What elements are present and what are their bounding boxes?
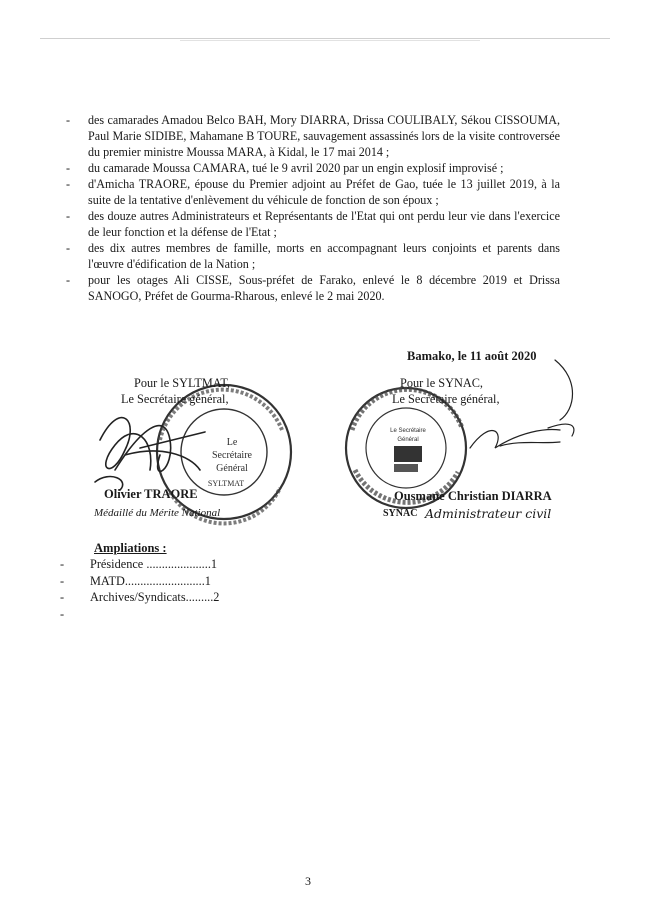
stamp-word: Le: [226, 437, 238, 448]
stamp-word: Secrétaire: [212, 450, 252, 461]
synac-org-label: SYNAC: [383, 508, 418, 519]
list-item: - Archives/Syndicats.........2: [60, 590, 220, 604]
ampliations-list: [60, 556, 219, 622]
ampliations-title: Ampliations :: [94, 541, 167, 555]
synac-signatory-title: Administrateur civil: [425, 506, 552, 521]
synac-line: Pour le SYNAC,: [400, 376, 484, 390]
list-item: - d'Amicha TRAORE, épouse du Premier adjoint au Préfet de Gao, tuée le 13 juillet 2019, à la suite de la tentative d'enlèvement du véhicule de fonction de son époux ;: [66, 177, 560, 207]
synac-role: Le Secrétaire général,: [392, 392, 500, 406]
list-item: -: [60, 606, 65, 621]
list-item: - du camarade Moussa CAMARA, tué le 9 avril 2020 par un engin explosif improvisé ;: [66, 161, 504, 175]
syltmat-signatory-name: Olivier TRAORE: [104, 487, 198, 501]
syltmat-role: Le Secrétaire général,: [121, 392, 229, 406]
list-item: - des douze autres Administrateurs et Représentants de l'Etat qui ont perdu leur vie dans l'exercice de leur fonction et la défense de l'Etat ;: [66, 209, 560, 239]
stamp-word: SYLTMAT: [207, 479, 245, 488]
date-line: Bamako, le 11 août 2020: [407, 349, 537, 363]
stamp-word: Général: [397, 437, 419, 443]
page-number: 3: [305, 874, 311, 888]
list-item: - des camarades Amadou Belco BAH, Mory DIARRA, Drissa COULIBALY, Sékou CISSOUMA, Paul Marie SIDIBE, Mahamane B TOURE, sauvagement assassinés lors de la visite controversée du premier ministre Moussa MARA, à Kidal, le 17 mai 2014 ;: [66, 113, 560, 159]
syltmat-signatory-title: Médaillé du Mérite National: [94, 507, 221, 519]
synac-signatory-name: Ousmane Christian DIARRA: [394, 489, 552, 503]
list-item: - pour les otages Ali CISSE, Sous-préfet de Farako, enlevé le 8 décembre 2019 et Drissa SANOGO, Préfet de Gourma-Rharous, enlevé le 2 mai 2020.: [66, 273, 560, 303]
list-item: - des dix autres membres de famille, morts en accompagnant leurs conjoints et parents dans l'œuvre d'édification de la Nation ;: [66, 241, 560, 271]
syltmat-line: Pour le SYLTMAT,: [134, 376, 230, 390]
list-item: - MATD..........................1: [60, 573, 211, 588]
list-item: - Présidence .....................1: [60, 557, 218, 571]
stamp-word: Général: [216, 463, 248, 474]
stamp-word: Le Secrétaire: [390, 428, 426, 434]
